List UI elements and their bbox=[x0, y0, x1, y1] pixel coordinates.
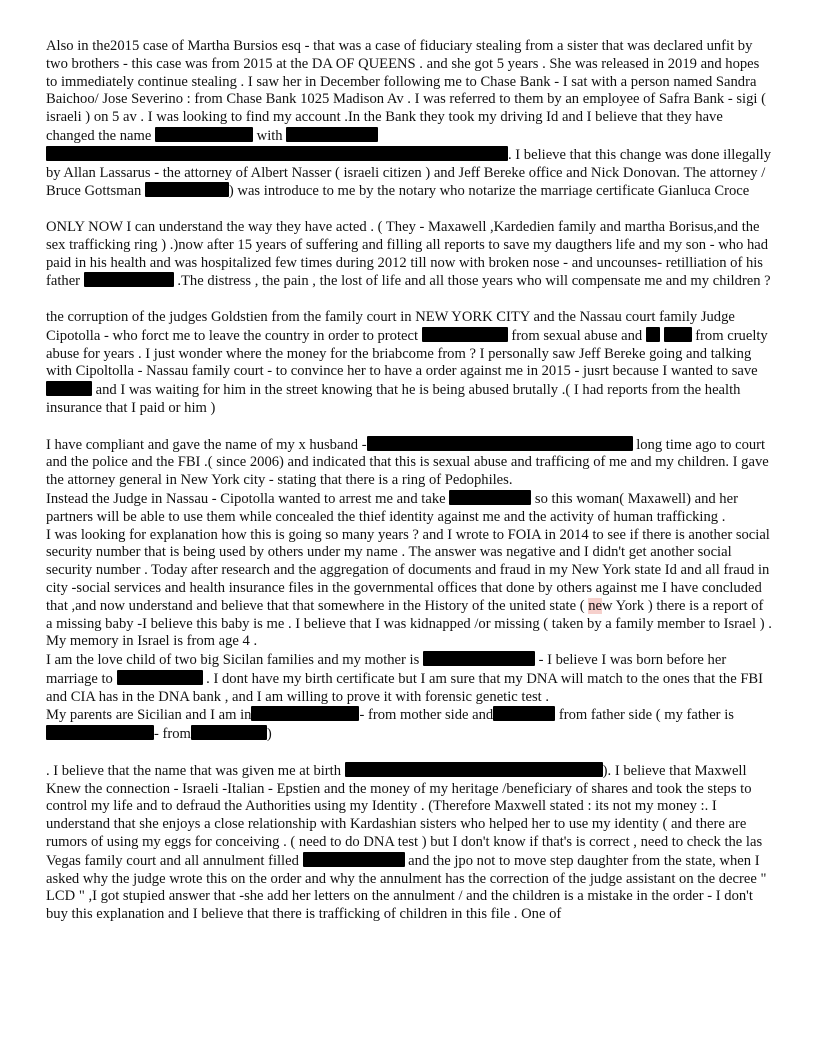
redaction-block bbox=[423, 651, 535, 666]
paragraph-parents bbox=[46, 706, 772, 744]
redaction-block bbox=[646, 327, 660, 342]
text-run: .The distress , the pain , the lost of life and all those years who will compensate me and my children ? bbox=[173, 273, 771, 290]
text-run: Also in the2015 case of Martha Bursios esq - that was a case of fiduciary stealing from a sister that was declared unfit by two brothers - this case was from 2015 at the DA OF QUEENS . and she got 5 years . She was released in 2019 and hopes to immediately continue stealing . I saw her in December following me to Chase Bank - I sat with a person named Sandra Baichoo/ Jose Severino : from Chase Bank 1025 Madison Av . I was referred to them by an employee of Safra Bank - sigi ( israeli ) on 5 av . I was looking to find my account .In the Bank they took my driving Id and I believe that they have changed the name bbox=[46, 38, 766, 144]
text-run: the corruption of the judges Goldstien from the family court in NEW YORK CITY and the Nassau court family Judge Cipotolla - who forct me to leave the country in order to protect bbox=[46, 308, 735, 344]
redaction-block bbox=[117, 670, 203, 685]
text-run: w York ) there is a report of a missing baby -I believe this baby is me . I believe that I was kidnapped /or missing ( taken by a family member to Israel ) . My memory in Israel is from age 4 . bbox=[46, 597, 772, 650]
text-run: - I believe I was born before her marriage to bbox=[46, 652, 727, 687]
paragraph-judges-corruption bbox=[46, 309, 772, 418]
redaction-block bbox=[46, 146, 508, 161]
text-run: - from mother side and bbox=[359, 707, 494, 724]
text-run: from cruelty abuse for years . I just wonder where the money for the briabcome from ? I personally saw Jeff Bereke going and talking with Cipoltolla - Nassau family court - to convince her to have a order against me in 2015 - jusrt because I wanted to save bbox=[46, 327, 768, 380]
text-run: . I believe that the name that was given me at birth bbox=[46, 762, 345, 779]
redaction-block bbox=[251, 706, 359, 721]
paragraph-bank-fraud bbox=[46, 38, 772, 201]
text-run: ) was introduce to me by the notary who notarize the marriage certificate Gianluca Croce bbox=[228, 183, 750, 200]
text-run: long time ago to court and the police and the FBI .( since 2006) and indicated that this is sexual abuse and trafficing of me and my children. I gave the attorney general in New York city - stating that there is a ring of Pedophiles. bbox=[46, 436, 769, 489]
text-run bbox=[660, 328, 664, 344]
redaction-block bbox=[493, 706, 555, 721]
paragraph-love-child bbox=[46, 651, 772, 706]
text-run: from father side ( my father is bbox=[555, 707, 734, 724]
redaction-block bbox=[84, 272, 174, 287]
redaction-block bbox=[345, 762, 603, 777]
text-run: from sexual abuse and bbox=[507, 327, 646, 344]
redaction-block bbox=[155, 127, 253, 142]
text-run: Instead the Judge in Nassau - Cipotolla wanted to arrest me and take bbox=[46, 490, 450, 507]
highlighted-text: ne bbox=[588, 597, 603, 614]
text-run: ). I believe that Maxwell Knew the connection - Israeli -Italian - Epstien and the money of my heritage /beneficiary of shares and took the steps to control my life and to defraud the Authorities using my Identity . (Therefore Maxwell stated : its not my money :. I understand that she enjoys a close relationship with Kardashian sisters who helped her to use my identity ( and there are rumors of using my eggs for conceiving . ( need to do DNA test ) but I don't know if that's is correct , need to check the las Vegas family court and all annulment filled bbox=[46, 762, 763, 869]
paragraph-only-now bbox=[46, 219, 772, 291]
redaction-block bbox=[46, 381, 92, 396]
text-run: - from bbox=[154, 726, 191, 743]
text-run: . I dont have my birth certificate but I am sure that my DNA will match to the ones that the FBI and CIA has in the DNA bank , and I am willing to prove it with forensic genetic test . bbox=[46, 670, 764, 705]
redaction-block bbox=[286, 127, 378, 142]
redaction-block bbox=[449, 490, 531, 505]
text-run: My parents are Sicilian and I am in bbox=[46, 707, 252, 724]
text-run: with bbox=[253, 127, 287, 144]
text-run: so this woman( Maxawell) and her partners will be able to use them while concealed the thief identity against me and the activity of human trafficking . bbox=[46, 490, 738, 525]
text-run: ) bbox=[266, 726, 272, 743]
text-run: I was looking for explanation how this is going so many years ? and I wrote to FOIA in 2014 to see if there is another social security number that is being used by others under my name . The answer was negative and I didn't get another social security number . Today after research and the aggregation of documents and fraud in my New York state Id and all fraud in city -social services and health insurance files in the governmental offices that done by others against me I have concluded that ,and now understand and believe that that somewhere in the History of the united state ( bbox=[46, 526, 770, 614]
redaction-block bbox=[145, 182, 229, 197]
paragraph-complaint bbox=[46, 436, 772, 490]
text-run: ONLY NOW I can understand the way they have acted . ( They - Maxawell ,Kardedien family and martha Borisus,and the sex trafficking ring ) .)now after 15 years of suffering and filling all reports to save my daugthers life and my son - who had paid in his health and was hospitalized few times during 2012 till now with broken nose - and uncounses- retilliation of his father bbox=[46, 218, 769, 290]
redaction-block bbox=[191, 725, 267, 740]
text-run: I am the love child of two big Sicilan families and my mother is bbox=[46, 652, 423, 669]
paragraph-birth-name bbox=[46, 762, 772, 924]
document-page bbox=[46, 38, 772, 924]
text-run: I have compliant and gave the name of my x husband - bbox=[46, 436, 367, 453]
redaction-block bbox=[46, 725, 154, 740]
text-run: and the jpo not to move step daughter from the state, when I asked why the judge wrote this on the order and why the annulment has the correction of the judge assistant on the decree " LCD " ,I got stupied answer that -she add her letters on the annulment / and the children is a mistake in the order - I don't buy this explanation and I believe that there is trafficking of children in this file . One of bbox=[46, 852, 767, 923]
paragraph-foia bbox=[46, 527, 772, 652]
redaction-block bbox=[303, 852, 405, 867]
redaction-block bbox=[367, 436, 633, 451]
text-run: . I believe that this change was done illegally by Allan Lassarus - the attorney of Albert Nasser ( israeli citizen ) and Jeff Bereke office and Nick Donovan. The attorney / Bruce Gottsman bbox=[46, 146, 772, 200]
text-run: and I was waiting for him in the street knowing that he is being abused brutally .( I had reports from the health insurance that I paid or him ) bbox=[46, 382, 741, 416]
redaction-block bbox=[664, 327, 692, 342]
paragraph-nassau-judge bbox=[46, 490, 772, 527]
redaction-block bbox=[422, 327, 508, 342]
